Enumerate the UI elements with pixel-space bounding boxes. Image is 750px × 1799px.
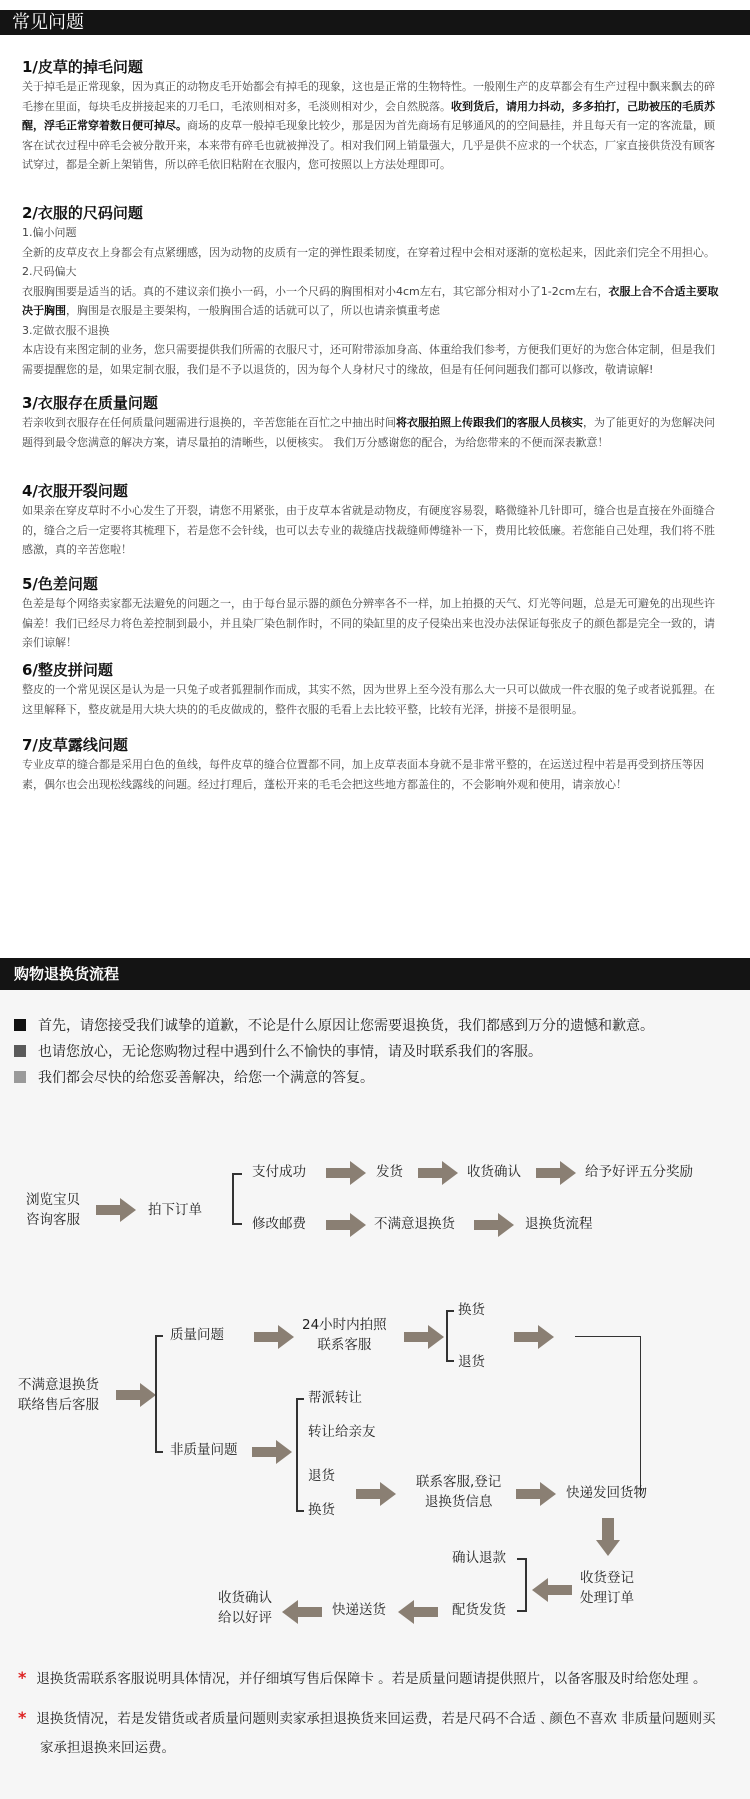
bullet-text: 我们都会尽快的给您妥善解决，给您一个满意的答复。 — [38, 1070, 374, 1086]
arrow-left-icon — [398, 1600, 438, 1624]
note-text: 退换货需联系客服说明具体情况，并仔细填写售后保障卡 。若是质量问题请提供照片，以备客服及时给您处理 。 — [36, 1671, 707, 1687]
faq-paragraph: 全新的皮草皮衣上身都会有点紧绷感，因为动物的皮质有一定的弹性跟柔韧度，在穿着过程中会相对逐渐的宽松起来，因此亲们完全不用担心。 — [22, 245, 715, 259]
flow2-receive-register: 收货登记 处理订单 — [580, 1570, 634, 1606]
faq-item — [22, 735, 720, 794]
faq-title: 1/皮草的掉毛问题 — [22, 58, 143, 76]
arrow-right-icon — [418, 1161, 458, 1185]
flow2-exchange: 换货 — [458, 1302, 485, 1318]
arrow-right-icon — [96, 1198, 136, 1222]
flow2-option: 退货 — [308, 1468, 335, 1484]
note-item — [18, 1663, 728, 1694]
flow2-nonquality-issue: 非质量问题 — [170, 1442, 238, 1458]
faq-title: 2/衣服的尺码问题 — [22, 204, 143, 222]
faq-paragraph: 本店设有来图定制的业务，您只需要提供我们所需的衣服尺寸，还可附带添加身高、体重给我们参考，方便我们更好的为您合体定制，但是我们需要提醒您的是，如果定制衣服，我们是不予以退货的，因为每个人身材尺寸的缘故，但是有任何问题我们都可以修改，敬请谅解! — [22, 343, 715, 376]
faq-item — [22, 660, 720, 719]
bullet-item — [14, 1016, 654, 1036]
arrow-right-icon — [514, 1325, 554, 1349]
faq-paragraph: 3.定做衣服不退换 — [22, 323, 110, 337]
flow-ship: 发货 — [376, 1164, 403, 1180]
flow2-quality-issue: 质量问题 — [170, 1327, 224, 1343]
bullet-item — [14, 1068, 374, 1088]
square-bullet-icon — [14, 1019, 26, 1031]
bullet-item — [14, 1042, 542, 1062]
note-text: 退换货情况，若是发错货或者质量问题则卖家承担退换货来回运费，若是尺码不合适﹑颜色不喜欢 非质量问题则买家承担退换来回运费。 — [36, 1711, 716, 1756]
arrow-right-icon — [326, 1161, 366, 1185]
faq-paragraph: 专业皮草的缝合都是采用白色的鱼线，每件皮草的缝合位置都不同，加上皮草表面本身就不是非常平整的，在运送过程中若是再受到挤压等因素，偶尔也会出现松线露线的问题。经过打理后，蓬松开来的毛毛会把这些地方都盖住的，不会影响外观和使用，请亲放心！ — [22, 758, 704, 791]
flow2-refund: 退货 — [458, 1354, 485, 1370]
asterisk-icon: * — [18, 1708, 27, 1727]
faq-title: 5/色差问题 — [22, 575, 98, 593]
arrow-right-icon — [474, 1213, 514, 1237]
flow2-confirm-refund: 确认退款 — [452, 1550, 506, 1566]
flow-confirm-receipt: 收货确认 — [467, 1164, 521, 1180]
faq-paragraph: 如果亲在穿皮草时不小心发生了开裂，请您不用紧张，由于皮草本省就是动物皮，有硬度容易裂，略微缝补几针即可，缝合也是直接在外面缝合的，缝合之后一定要将其梳理下，若是您不会针线，也可以去专业的裁缝店找裁缝师傅缝补一下，费用比较低廉。若您能自己处理，我们将不胜感激，真的辛苦您啦！ — [22, 504, 715, 556]
faq-paragraph: 色差是每个网络卖家都无法避免的问题之一，由于每台显示器的颜色分辨率各不一样，加上拍摄的天气、灯光等问题，总是无可避免的出现些许偏差！我们已经尽力将色差控制到最小，并且染厂染色制作时，不同的染缸里的皮子侵染出来也没办法保证每张皮子的颜色都是完全一致的，请亲们谅解！ — [22, 597, 715, 649]
arrow-down-icon — [596, 1518, 620, 1556]
flow2-final: 收货确认 给以好评 — [218, 1590, 272, 1626]
faq-item — [22, 203, 720, 379]
flow-order: 拍下订单 — [148, 1202, 202, 1218]
bullet-text: 首先，请您接受我们诚挚的道歉，不论是什么原因让您需要退换货，我们都感到万分的遗憾和歉意。 — [38, 1018, 654, 1034]
faq-item — [22, 574, 720, 653]
flow2-option: 转让给亲友 — [308, 1424, 376, 1440]
faq-header: 常见问题 — [0, 10, 750, 35]
asterisk-icon: * — [18, 1668, 27, 1687]
flow-return-process: 退换货流程 — [525, 1216, 593, 1232]
bullet-text: 也请您放心，无论您购物过程中遇到什么不愉快的事情，请及时联系我们的客服。 — [38, 1044, 542, 1060]
faq-title: 7/皮草露线问题 — [22, 736, 128, 754]
flow-start-browse: 浏览宝贝 咨询客服 — [26, 1192, 80, 1228]
faq-item — [22, 481, 720, 560]
flow2-express-send: 快递送货 — [332, 1602, 386, 1618]
arrow-right-icon — [116, 1383, 156, 1407]
faq-paragraph: 2.尺码偏大 — [22, 265, 77, 278]
faq-title: 6/整皮拼问题 — [22, 661, 113, 679]
arrow-left-icon — [532, 1578, 572, 1602]
flow2-ship: 配货发货 — [452, 1602, 506, 1618]
faq-paragraph: 关于掉毛是正常现象，因为真正的动物皮毛开始都会有掉毛的现象，这也是正常的生物特性。一般刚生产的皮草都会有生产过程中飘来飘去的碎毛掺在里面，每块毛皮拼接起来的刀毛口，毛浓则相对多，毛淡则相对少，会自然脱落。收到货后，请用力抖动，多多拍打，己助被压的毛质苏醒，浮毛正常穿着数日便可掉尽。商场的皮草一般掉毛现象比较少，那是因为首先商场有足够通风的的空间悬挂，并且每天有一定的客流量，顾客在试衣过程中碎毛会被分散开来，本来带有碎毛也就被掸没了。相对我们网上销量强大，几乎是供不应求的一个状态，厂家直接供货没有顾客试穿过，都是全新上架销售，所以碎毛依旧粘附在衣服内，您可按照以上方法处理即可。 — [22, 80, 715, 171]
arrow-right-icon — [254, 1325, 294, 1349]
return-section — [0, 990, 750, 1799]
note-item — [18, 1703, 728, 1763]
flow-modify-postage: 修改邮费 — [252, 1216, 306, 1232]
flow-unsatisfied: 不满意退换货 — [374, 1216, 455, 1232]
faq-item — [22, 393, 720, 452]
faq-paragraph: 衣服胸围要是适当的话。真的不建议亲们换小一码，小一个尺码的胸围相对小4cm左右，其它部分相对小了1-2cm左右，衣服上合不合适主要取决于胸围，胸围是衣服是主要架构，一般胸围合适的话就可以了，所以也请亲慎重考虑 — [22, 284, 719, 317]
faq-title: 4/衣服开裂问题 — [22, 482, 128, 500]
arrow-right-icon — [536, 1161, 576, 1185]
flow2-option: 换货 — [308, 1502, 335, 1518]
arrow-right-icon — [404, 1325, 444, 1349]
square-bullet-icon — [14, 1071, 26, 1083]
faq-paragraph: 1.偏小问题 — [22, 226, 77, 239]
arrow-right-icon — [252, 1440, 292, 1464]
return-header: 购物退换货流程 — [0, 958, 750, 990]
faq-title: 3/衣服存在质量问题 — [22, 394, 158, 412]
flow-pay-success: 支付成功 — [252, 1164, 306, 1180]
flow-good-review: 给予好评五分奖励 — [585, 1164, 693, 1180]
arrow-left-icon — [282, 1600, 322, 1624]
arrow-right-icon — [356, 1482, 396, 1506]
faq-paragraph: 若亲收到衣服存在任何质量问题需进行退换的，辛苦您能在百忙之中抽出时间将衣服拍照上传跟我们的客服人员核实，为了能更好的为您解决问题得到最令您满意的解决方案，请尽量拍的清晰些，以便核实。 我们万分感谢您的配合，为给您带来的不便而深表歉意！ — [22, 416, 715, 449]
arrow-right-icon — [326, 1213, 366, 1237]
flow2-photo: 24小时内拍照 联系客服 — [302, 1317, 387, 1353]
flow2-start: 不满意退换货 联络售后客服 — [18, 1377, 99, 1413]
flow2-register: 联系客服,登记 退换货信息 — [416, 1474, 502, 1510]
square-bullet-icon — [14, 1045, 26, 1057]
faq-item — [22, 57, 720, 175]
faq-paragraph: 整皮的一个常见误区是认为是一只兔子或者狐狸制作而成，其实不然，因为世界上至今没有那么大一只可以做成一件衣服的兔子或者说狐狸。在这里解释下，整皮就是用大块大块的的毛皮做成的，整件衣服的毛看上去比较平整，比较有光泽，拼接不是很明显。 — [22, 683, 715, 716]
flow2-option: 帮派转让 — [308, 1390, 362, 1406]
flow2-express-back: 快递发回货物 — [566, 1485, 647, 1501]
arrow-right-icon — [516, 1482, 556, 1506]
